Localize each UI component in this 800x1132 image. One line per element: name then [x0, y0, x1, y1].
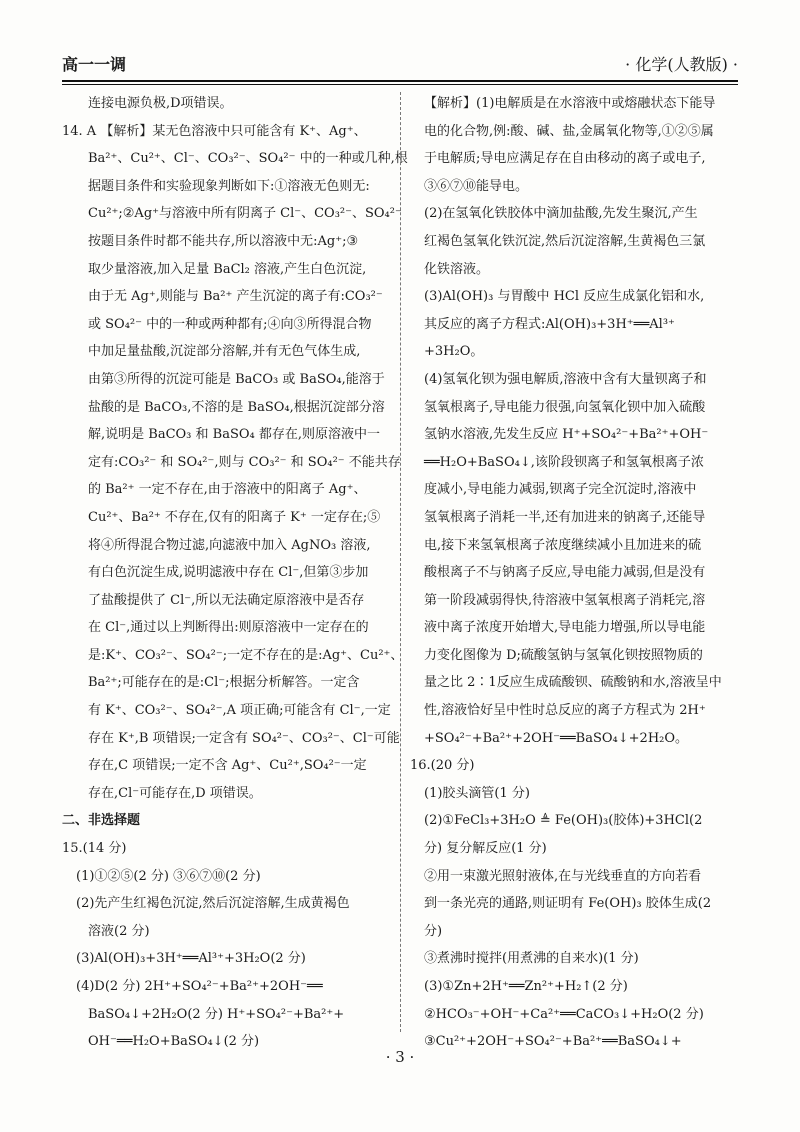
text-line: 度减小,导电能力减弱,钡离子完全沉淀时,溶液中	[424, 482, 697, 498]
text-line: 分)	[424, 923, 443, 939]
left-column	[62, 90, 408, 1050]
text-line: 的 Ba²⁺ 一定不存在,由于溶液中的阳离子 Ag⁺、	[88, 482, 367, 498]
text-line: (2)①FeCl₃+3H₂O ≜ Fe(OH)₃(胶体)+3HCl(2	[424, 813, 703, 829]
text-line: 性,溶液恰好呈中性时总反应的离子方程式为 2H⁺	[424, 703, 706, 719]
text-line: 将④所得混合物过滤,向滤液中加入 AgNO₃ 溶液,	[88, 537, 371, 553]
text-line: +3H₂O。	[424, 344, 484, 360]
text-line: 在 Cl⁻,通过以上判断得出:则原溶液中一定存在的	[88, 620, 369, 636]
text-line: 酸根离子不与钠离子反应,导电能力减弱,但是没有	[424, 565, 706, 581]
text-line: 存在 K⁺,B 项错误;一定含有 SO₄²⁻、CO₃²⁻、Cl⁻可能	[88, 730, 400, 746]
text-line: 了盐酸提供了 Cl⁻,所以无法确定原溶液中是否存	[88, 592, 365, 608]
text-line: 电,接下来氢氧根离子浓度继续减小且加进来的硫	[424, 537, 702, 553]
text-line: 有白色沉淀生成,说明滤液中存在 Cl⁻,但第③步加	[88, 565, 369, 581]
header-subject: · 化学(人教版) ·	[625, 55, 738, 74]
header-title: 高一一调	[62, 55, 127, 74]
text-line: 15.(14 分)	[62, 841, 127, 857]
text-line: 氢钠水溶液,先发生反应 H⁺+SO₄²⁻+Ba²⁺+OH⁻	[424, 427, 709, 443]
text-line: 据题目条件和实验现象判断如下:①溶液无色则无:	[88, 178, 370, 194]
text-line: 由第③所得的沉淀可能是 BaCO₃ 或 BaSO₄,能溶于	[88, 371, 385, 387]
column-divider	[400, 92, 401, 1032]
text-line: 存在,C 项错误;一定不含 Ag⁺、Cu²⁺,SO₄²⁻一定	[88, 758, 367, 774]
text-line: 由于无 Ag⁺,则能与 Ba²⁺ 产生沉淀的离子有:CO₃²⁻	[88, 289, 383, 305]
text-line: 是:K⁺、CO₃²⁻、SO₄²⁻;一定不存在的是:Ag⁺、Cu²⁺、	[88, 647, 404, 663]
text-line: 解,说明是 BaCO₃ 和 BaSO₄ 都存在,则原溶液中一	[88, 427, 380, 443]
text-line: 定有:CO₃²⁻ 和 SO₄²⁻,则与 CO₃²⁻ 和 SO₄²⁻ 不能共存	[88, 454, 401, 470]
text-line: (3)Al(OH)₃+3H⁺══Al³⁺+3H₂O(2 分)	[76, 951, 306, 967]
text-line: 【解析】(1)电解质是在水溶液中或熔融状态下能导	[424, 96, 716, 111]
text-line: 盐酸的是 BaCO₃,不溶的是 BaSO₄,根据沉淀部分溶	[88, 399, 385, 415]
text-line: 液中离子浓度开始增大,导电能力增强,所以导电能	[424, 620, 706, 636]
text-line: 中加足量盐酸,沉淀部分溶解,并有无色气体生成,	[88, 344, 361, 360]
text-line: 氢氧根离子消耗一半,还有加进来的钠离子,还能导	[424, 509, 706, 525]
text-line: ②HCO₃⁻+OH⁻+Ca²⁺══CaCO₃↓+H₂O(2 分)	[424, 1006, 704, 1022]
text-line: Ba²⁺、Cu²⁺、Cl⁻、CO₃²⁻、SO₄²⁻ 中的一种或几种,根	[88, 151, 408, 167]
text-line: (2)在氢氧化铁胶体中滴加盐酸,先发生聚沉,产生	[424, 206, 698, 222]
text-line: 溶液(2 分)	[88, 923, 150, 939]
text-line: ③⑥⑦⑩能导电。	[424, 178, 529, 194]
text-line: 16.(20 分)	[410, 758, 475, 774]
text-line: 14. A 【解析】某无色溶液中只可能含有 K⁺、Ag⁺、	[62, 123, 367, 139]
text-line: (3)①Zn+2H⁺══Zn²⁺+H₂↑(2 分)	[424, 979, 628, 994]
text-line: ══H₂O+BaSO₄↓,该阶段钡离子和氢氧根离子浓	[424, 454, 704, 470]
text-line: 红褐色氢氧化铁沉淀,然后沉淀溶解,生黄褐色三氯	[424, 233, 706, 249]
text-line: (1)①②⑤(2 分) ③⑥⑦⑩(2 分)	[76, 868, 261, 884]
page-number: · 3 ·	[385, 1048, 415, 1066]
text-line: OH⁻══H₂O+BaSO₄↓(2 分)	[88, 1034, 260, 1050]
text-line: (1)胶头滴管(1 分)	[424, 785, 530, 801]
text-line: 存在,Cl⁻可能存在,D 项错误。	[88, 785, 262, 801]
text-line: Cu²⁺;②Ag⁺与溶液中所有阴离子 Cl⁻、CO₃²⁻、SO₄²⁻	[88, 206, 402, 222]
text-line: (4)氢氧化钡为强电解质,溶液中含有大量钡离子和	[424, 371, 707, 387]
text-line: (4)D(2 分) 2H⁺+SO₄²⁻+Ba²⁺+2OH⁻══	[76, 979, 323, 994]
text-line: +SO₄²⁻+Ba²⁺+2OH⁻══BaSO₄↓+2H₂O。	[424, 730, 689, 746]
text-line: 连接电源负极,D项错误。	[88, 96, 233, 111]
text-line: 量之比 2∶1反应生成硫酸钡、硫酸钠和水,溶液呈中	[424, 675, 722, 691]
text-line: 化铁溶液。	[424, 261, 490, 277]
text-line: 其反应的离子方程式:Al(OH)₃+3H⁺══Al³⁺	[424, 316, 675, 332]
text-line: Ba²⁺;可能存在的是:Cl⁻;根据分析解答。一定含	[88, 675, 360, 691]
text-line: (2)先产生红褐色沉淀,然后沉淀溶解,生成黄褐色	[76, 896, 350, 912]
text-line: 按题目条件时都不能共存,所以溶液中无:Ag⁺;③	[88, 233, 359, 249]
text-line: 有 K⁺、CO₃²⁻、SO₄²⁻,A 项正确;可能含有 Cl⁻,一定	[88, 703, 391, 719]
text-line: ③煮沸时搅拌(用煮沸的自来水)(1 分)	[424, 951, 639, 967]
page-header	[62, 48, 738, 78]
text-line: (3)Al(OH)₃ 与胃酸中 HCl 反应生成氯化铝和水,	[424, 289, 705, 305]
text-line: 氢氧根离子,导电能力很强,向氢氧化钡中加入硫酸	[424, 399, 706, 415]
text-line: 二、非选择题	[62, 813, 141, 829]
text-line: 于电解质;导电应满足存在自由移动的离子或电子,	[424, 151, 706, 167]
header-rule	[62, 80, 738, 82]
text-line: 电的化合物,例:酸、碱、盐,金属氧化物等,①②⑤属	[424, 123, 714, 139]
text-line: 到一条光亮的通路,则证明有 Fe(OH)₃ 胶体生成(2	[424, 896, 712, 912]
text-line: 或 SO₄²⁻ 中的一种或两种都有;④向③所得混合物	[88, 316, 372, 332]
text-line: BaSO₄↓+2H₂O(2 分) H⁺+SO₄²⁻+Ba²⁺+	[88, 1006, 345, 1022]
text-line: ②用一束激光照射液体,在与光线垂直的方向若看	[424, 868, 702, 884]
text-line: 分) 复分解反应(1 分)	[424, 841, 547, 857]
text-line: ③Cu²⁺+2OH⁻+SO₄²⁻+Ba²⁺══BaSO₄↓+	[424, 1034, 682, 1050]
header-rule-thin	[62, 84, 738, 85]
text-line: Cu²⁺、Ba²⁺ 不存在,仅有的阳离子 K⁺ 一定存在;⑤	[88, 509, 381, 525]
text-line: 力变化图像为 D;硫酸氢钠与氢氧化钡按照物质的	[424, 647, 703, 663]
text-line: 取少量溶液,加入足量 BaCl₂ 溶液,产生白色沉淀,	[88, 261, 367, 277]
right-column	[410, 90, 740, 1050]
text-line: 第一阶段减弱得快,待溶液中氢氧根离子消耗完,溶	[424, 592, 706, 608]
